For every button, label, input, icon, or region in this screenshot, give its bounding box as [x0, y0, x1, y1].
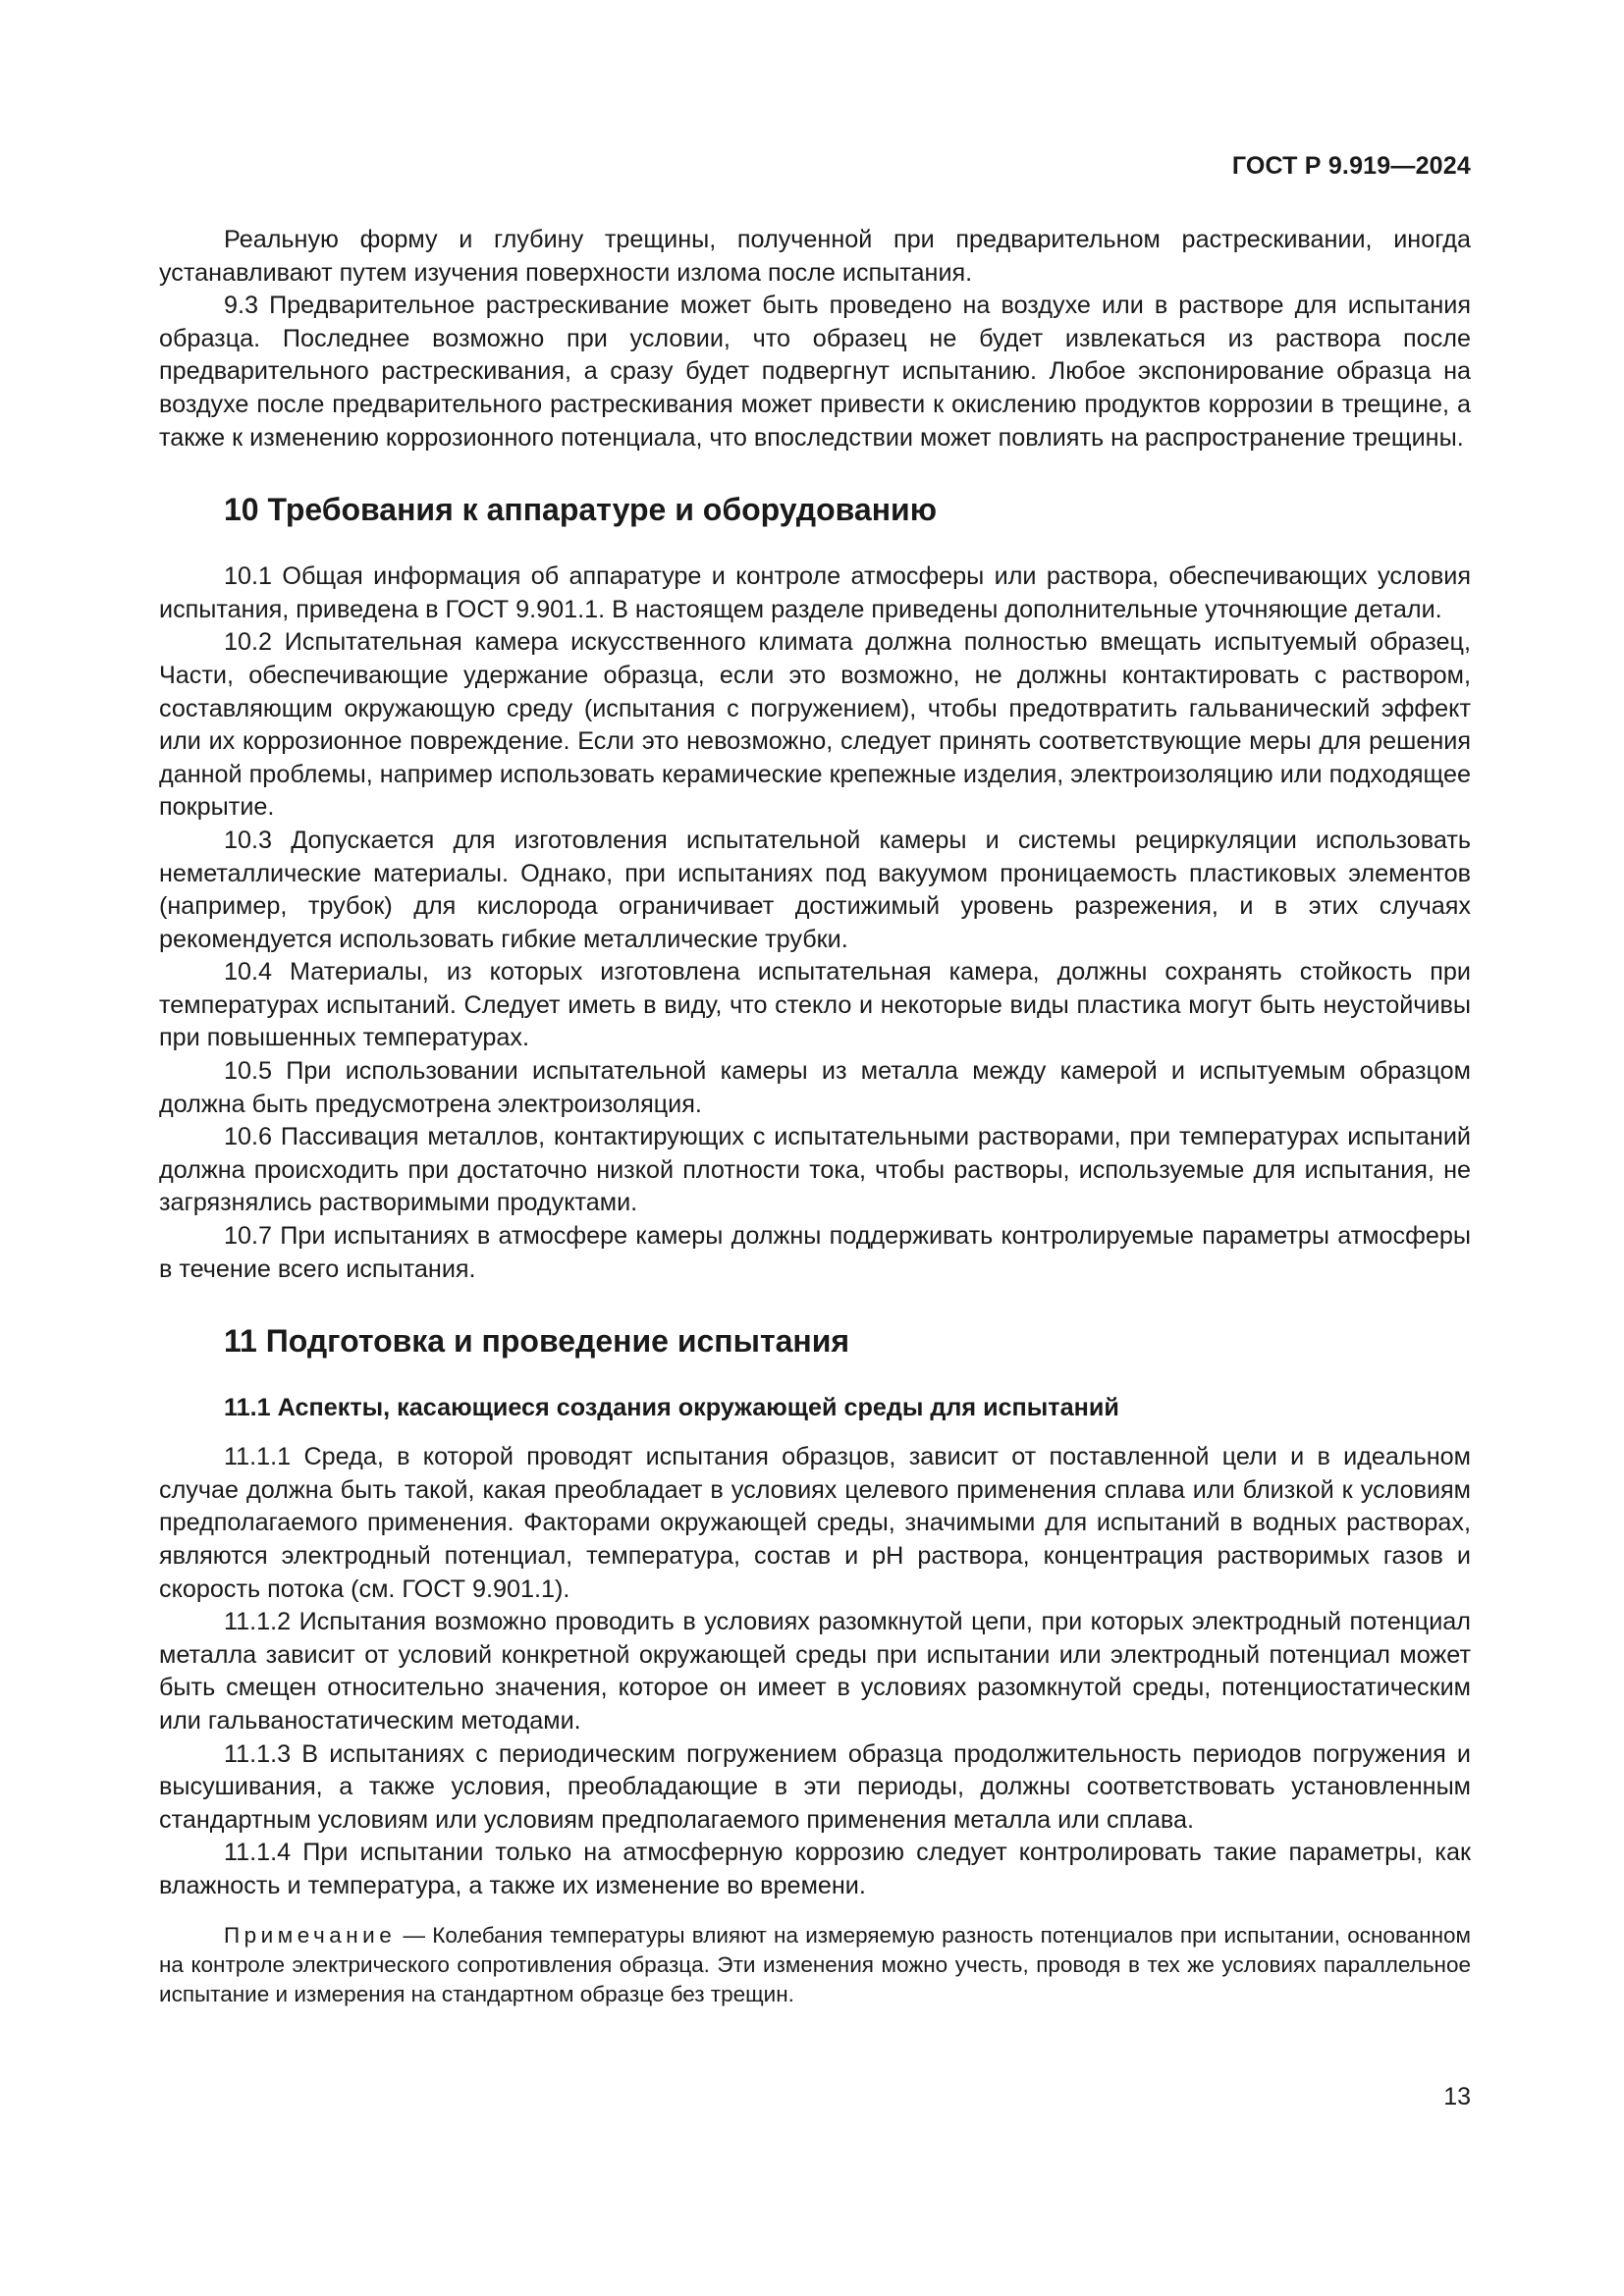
paragraph-10-4: 10.4 Материалы, из которых изготовлена испытательная камера, должны сохранять стойкость при температурах испытаний. Следует иметь в виду, что стекло и некоторые виды пластика могут быть неустойчивы при повышенных температурах.: [159, 958, 1471, 1052]
standard-code-header: ГОСТ Р 9.919—2024: [1231, 152, 1471, 180]
note: [159, 1921, 1471, 2009]
paragraph-11-1-2: 11.1.2 Испытания возможно проводить в условиях разомкнутой цепи, при которых электродный потенциал металла зависит от условий конкретной окружающей среды при испытании или электродный потенциал может быть смещен относительно значения, которое он имеет в условиях разомкнутой среды, потенциостатическим или гальваностатическим методами.: [159, 1608, 1471, 1735]
section-10-heading: 10 Требования к аппаратуре и оборудованию: [224, 492, 938, 528]
paragraph-10-7: 10.7 При испытаниях в атмосфере камеры должны поддерживать контролируемые параметры атмосферы в течение всего испытания.: [159, 1222, 1471, 1283]
paragraph-10-2: 10.2 Испытательная камера искусственного климата должна полностью вмещать испытуемый образец, Части, обеспечивающие удержание образца, если это возможно, не должны контактировать с раствором, составляющим окружающую среду (испытания с погружением), чтобы предотвратить гальванический эффект или их коррозионное повреждение. Если это невозможно, следует принять соответствующие меры для решения данной проблемы, например использовать керамические крепежные изделия, электроизоляцию или подходящее покрытие.: [159, 628, 1471, 822]
paragraph-9-3: 9.3 Предварительное растрескивание может быть проведено на воздухе или в растворе для испытания образца. Последнее возможно при условии, что образец не будет извлекаться из раствора после предварительного растрескивания, а сразу будет подвергнут испытанию. Любое экспонирование образца на воздухе после предварительного растрескивания может привести к окислению продуктов коррозии в трещине, а также к изменению коррозионного потенциала, что впоследствии может повлиять на распространение трещины.: [159, 292, 1471, 452]
paragraph-10-1: 10.1 Общая информация об аппаратуре и контроле атмосферы или раствора, обеспечивающих условия испытания, приведена в ГОСТ 9.901.1. В настоящем разделе приведены дополнительные уточняющие детали.: [159, 562, 1471, 623]
note-text: — Колебания температуры влияют на измеряемую разность потенциалов при испытании, основанном на контроле электрического сопротивления образца. Эти изменения можно учесть, проводя в тех же условиях параллельное испытание и измерения на стандартном образце без трещин.: [159, 1922, 1471, 2006]
paragraph-10-3: 10.3 Допускается для изготовления испытательной камеры и системы рециркуляции использовать неметаллические материалы. Однако, при испытаниях под вакуумом проницаемость пластиковых элементов (например, трубок) для кислорода ограничивает достижимый уровень разрежения, и в этих случаях рекомендуется использовать гибкие металлические трубки.: [159, 826, 1471, 953]
paragraph-11-1-3: 11.1.3 В испытаниях с периодическим погружением образца продолжительность периодов погружения и высушивания, а также условия, преобладающие в эти периоды, должны соответствовать установленным стандартным условиям или условиям предполагаемого применения металла или сплава.: [159, 1739, 1471, 1834]
paragraph-crack-shape: Реальную форму и глубину трещины, полученной при предварительном растрескивании, иногда устанавливают путем изучения поверхности излома после испытания.: [159, 226, 1471, 287]
document-body: [159, 224, 1471, 2009]
section-11-heading: 11 Подготовка и проведение испытания: [224, 1323, 850, 1360]
paragraph-10-5: 10.5 При использовании испытательной камеры из металла между камерой и испытуемым образцом должна быть предусмотрена электроизоляция.: [159, 1057, 1471, 1118]
note-label: Примечание: [224, 1922, 397, 1948]
subsection-11-1-heading: 11.1 Аспекты, касающиеся создания окружающей среды для испытаний: [224, 1394, 1119, 1422]
paragraph-10-6: 10.6 Пассивация металлов, контактирующих с испытательными растворами, при температурах испытаний должна происходить при достаточно низкой плотности тока, чтобы растворы, используемые для испытания, не загрязнялись растворимыми продуктами.: [159, 1123, 1471, 1217]
paragraph-11-1-1: 11.1.1 Среда, в которой проводят испытания образцов, зависит от поставленной цели и в идеальном случае должна быть такой, какая преобладает в условиях целевого применения сплава или близкой к условиям предполагаемого применения. Факторами окружающей среды, значимыми для испытаний в водных растворах, являются электродный потенциал, температура, состав и рН раствора, концентрация растворимых газов и скорость потока (см. ГОСТ 9.901.1).: [159, 1443, 1471, 1603]
page-number: 13: [1443, 2083, 1471, 2110]
paragraph-11-1-4: 11.1.4 При испытании только на атмосферную коррозию следует контролировать такие параметры, как влажность и температура, а также их изменение во времени.: [159, 1839, 1471, 1899]
